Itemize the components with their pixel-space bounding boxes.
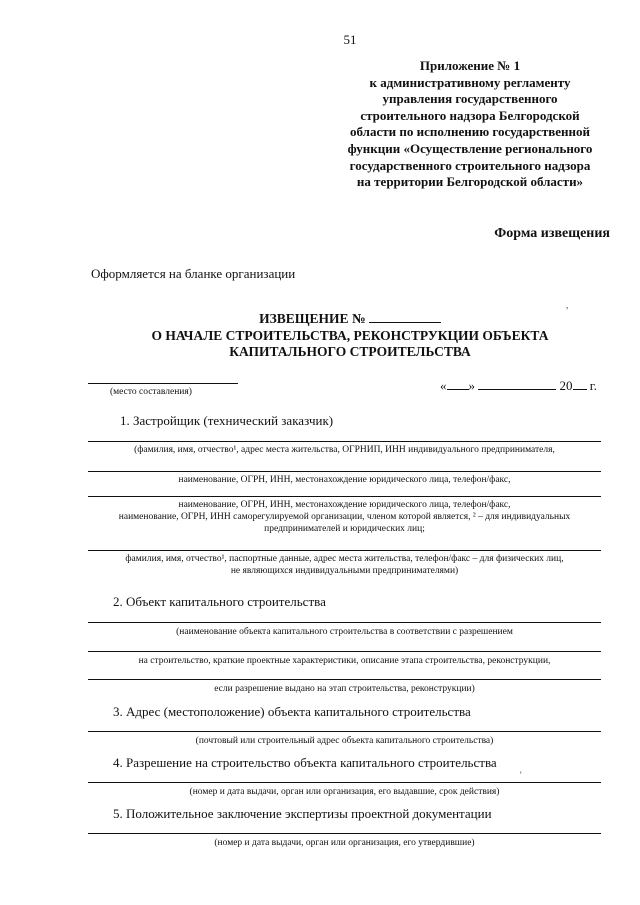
section-5-title: 5. Положительное заключение экспертизы проектной документации bbox=[113, 806, 492, 821]
section-1-title: 1. Застройщик (технический заказчик) bbox=[120, 413, 334, 428]
section-4-title: 4. Разрешение на строительство объекта капитального строительства bbox=[113, 755, 497, 770]
section-1-hint: наименование, ОГРН, ИНН саморегулируемой организации, членом которой является, ² – для индивидуальных bbox=[118, 512, 571, 522]
place-hint: (место составления) bbox=[110, 387, 192, 397]
appendix-line: строительного надзора Белгородской bbox=[360, 107, 580, 123]
appendix-line: области по исполнению государственной bbox=[350, 124, 590, 140]
appendix-line: государственного строительного надзора bbox=[349, 157, 591, 173]
appendix-line: Приложение № 1 bbox=[419, 58, 521, 73]
section-5-field[interactable] bbox=[88, 833, 601, 834]
section-1-hint: не являющихся индивидуальными предпринимателями) bbox=[230, 566, 459, 576]
section-4-hint: (номер и дата выдачи, орган или организация, его выдавшие, срок действия) bbox=[189, 787, 500, 797]
notice-title bbox=[100, 310, 600, 327]
section-2-field[interactable] bbox=[88, 651, 601, 652]
section-1-field[interactable] bbox=[88, 496, 601, 497]
section-2-field[interactable] bbox=[88, 679, 601, 680]
date-year-suffix: г. bbox=[589, 378, 597, 393]
appendix-header bbox=[330, 58, 610, 191]
date-year-prefix: 20 bbox=[559, 378, 573, 393]
section-2-hint: (наименование объекта капитального строительства в соответствии с разрешением bbox=[176, 627, 513, 637]
notice-subtitle: О НАЧАЛЕ СТРОИТЕЛЬСТВА, РЕКОНСТРУКЦИИ ОБЪЕКТА bbox=[151, 328, 549, 343]
scan-mark: , bbox=[566, 300, 569, 310]
section-1-hint: наименование, ОГРН, ИНН, местонахождение юридического лица, телефон/факс, bbox=[178, 500, 511, 510]
section-1-field[interactable] bbox=[88, 441, 601, 442]
section-1-hint: фамилия, имя, отчество¹, паспортные данные, адрес места жительства, телефон/факс – для физических лиц, bbox=[125, 554, 564, 564]
section-5-hint: (номер и дата выдачи, орган или организация, его утвердившие) bbox=[214, 838, 475, 848]
section-2-title: 2. Объект капитального строительства bbox=[113, 594, 326, 609]
appendix-line: на территории Белгородской области» bbox=[356, 174, 584, 190]
form-title: Форма извещения bbox=[494, 226, 610, 241]
notice-subtitle-2: КАПИТАЛЬНОГО СТРОИТЕЛЬСТВА bbox=[229, 344, 471, 359]
section-3-hint: (почтовый или строительный адрес объекта капитального строительства) bbox=[195, 736, 494, 746]
section-3-field[interactable] bbox=[88, 731, 601, 732]
section-1-field[interactable] bbox=[88, 471, 601, 472]
date-field[interactable] bbox=[440, 378, 597, 394]
section-3-title: 3. Адрес (местоположение) объекта капитального строительства bbox=[113, 704, 471, 719]
scan-mark: ' bbox=[520, 770, 522, 780]
notice-number-field[interactable] bbox=[369, 310, 441, 323]
section-1-field[interactable] bbox=[88, 550, 601, 551]
section-2-field[interactable] bbox=[88, 622, 601, 623]
blank-note: Оформляется на бланке организации bbox=[91, 266, 296, 281]
date-year-field[interactable] bbox=[573, 378, 587, 390]
section-1-hint: наименование, ОГРН, ИНН, местонахождение юридического лица, телефон/факс, bbox=[178, 475, 511, 485]
section-1-hint: предпринимателей и юридических лиц; bbox=[264, 524, 425, 534]
date-open-quote: « bbox=[440, 378, 447, 393]
date-day-field[interactable] bbox=[447, 378, 469, 390]
section-4-field[interactable] bbox=[88, 782, 601, 783]
section-2-hint: если разрешение выдано на этап строительства, реконструкции) bbox=[214, 684, 475, 694]
appendix-line: управления государственного bbox=[382, 91, 558, 107]
section-1-hint: (фамилия, имя, отчество¹, адрес места жительства, ОГРНИП, ИНН индивидуального предпринимателя, bbox=[134, 445, 555, 455]
section-2-hint: на строительство, краткие проектные характеристики, описание этапа строительства, реконструкции, bbox=[138, 656, 551, 666]
appendix-line: функции «Осуществление регионального bbox=[347, 140, 593, 156]
notice-title-text: ИЗВЕЩЕНИЕ № bbox=[259, 311, 366, 326]
appendix-line: к административному регламенту bbox=[369, 74, 571, 90]
page-number: 51 bbox=[343, 32, 357, 47]
place-field[interactable] bbox=[88, 383, 238, 384]
date-close-quote: » bbox=[468, 378, 475, 393]
date-month-field[interactable] bbox=[478, 378, 556, 390]
